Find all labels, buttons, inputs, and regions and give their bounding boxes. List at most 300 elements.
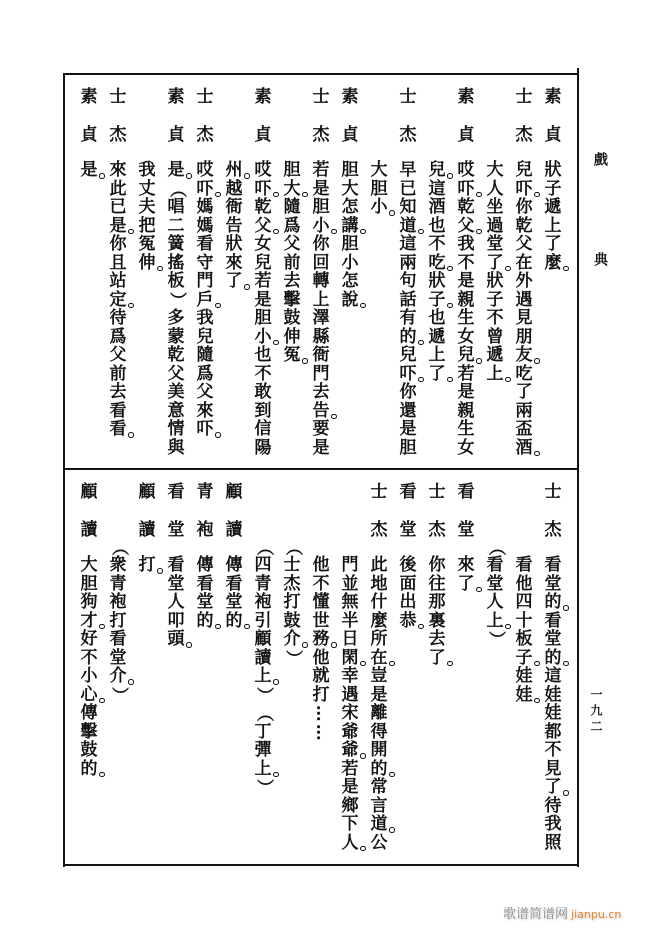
glyph: 是 [399, 419, 417, 439]
dialogue-text [539, 161, 568, 272]
glyph: 胆 [283, 160, 301, 180]
glyph: 了 [423, 649, 452, 668]
glyph: 的 [539, 593, 568, 612]
glyph: 前 [109, 363, 127, 384]
speaker-name [104, 78, 133, 154]
speaker-name [394, 78, 423, 154]
glyph: 子 [510, 649, 539, 668]
glyph: 來 [457, 555, 475, 575]
script-column [336, 470, 365, 864]
glyph: 冤 [138, 234, 156, 254]
glyph: 打 [133, 556, 162, 575]
speaker-name [162, 78, 191, 154]
script-column [162, 75, 191, 469]
glyph: 頭 [162, 630, 191, 649]
glyph: 多 [167, 308, 185, 328]
glyph: 是 [457, 271, 475, 291]
period-mark [157, 266, 163, 272]
glyph: 素 [80, 87, 98, 107]
glyph: 這 [399, 234, 417, 254]
dialogue-text [75, 556, 104, 778]
glyph: 看 [109, 629, 127, 649]
glyph: 陽 [254, 437, 272, 458]
glyph: 在 [365, 649, 394, 668]
glyph: 上 [481, 612, 510, 631]
glyph: 堂 [544, 573, 562, 594]
glyph: 豈 [370, 666, 388, 686]
glyph: 素 [544, 87, 562, 107]
glyph: 素 [254, 87, 272, 107]
glyph: 你 [109, 234, 127, 254]
dialogue-text [394, 161, 423, 457]
glyph: 青 [109, 573, 127, 594]
glyph: 看 [196, 234, 214, 254]
period-mark [244, 284, 250, 290]
glyph: 堂 [486, 573, 504, 594]
dialogue-text [133, 556, 162, 575]
glyph: 前 [283, 252, 301, 273]
glyph: 講 [336, 217, 365, 236]
period-mark [447, 661, 453, 667]
glyph: 外 [515, 271, 533, 291]
glyph: 狗 [80, 592, 98, 612]
script-column [365, 75, 394, 469]
glyph: 曾 [486, 326, 504, 347]
glyph: 打 [283, 592, 301, 612]
period-mark [244, 624, 250, 630]
glyph: 了 [515, 382, 533, 402]
glyph: 胆 [341, 160, 359, 180]
glyph: 杰 [428, 520, 446, 540]
glyph: 告 [307, 402, 336, 421]
speaker-name [423, 473, 452, 549]
glyph: 他 [312, 555, 330, 575]
glyph: 素 [341, 87, 359, 107]
glyph: 待 [544, 795, 562, 816]
stage-direction-column [249, 470, 278, 864]
period-mark [534, 661, 540, 667]
glyph: 貞 [254, 125, 272, 145]
glyph: 杰 [109, 125, 127, 145]
glyph: 乾 [167, 345, 185, 365]
glyph: 他 [312, 647, 330, 668]
glyph: 看 [399, 482, 417, 502]
glyph: 女 [457, 326, 475, 347]
glyph: 與 [167, 437, 185, 458]
frame-bottom-rule [63, 864, 579, 866]
glyph: 爺 [336, 741, 365, 760]
period-mark [128, 679, 134, 685]
period-mark [389, 210, 395, 216]
glyph: 吓 [452, 180, 481, 199]
glyph: 四 [254, 555, 272, 575]
glyph: （ [166, 180, 187, 198]
glyph: 遞 [428, 326, 446, 347]
dialogue-text [75, 161, 104, 180]
glyph: 貞 [167, 125, 185, 145]
glyph: 素 [457, 87, 475, 107]
glyph: 士 [196, 87, 214, 107]
glyph: 兩 [399, 252, 417, 273]
glyph: 堂 [544, 629, 562, 649]
glyph: 丈 [138, 178, 156, 199]
glyph: 看 [225, 573, 243, 594]
glyph: 大 [80, 555, 98, 575]
dialogue-text [191, 556, 220, 630]
period-mark [534, 358, 540, 364]
glyph: 娃 [544, 684, 562, 705]
glyph: 爲 [196, 363, 214, 384]
watermark-site-name: 歌谱简谱网 [503, 907, 569, 922]
glyph: 不 [312, 573, 330, 594]
period-mark [331, 414, 337, 420]
glyph: 乾 [254, 197, 272, 217]
script-column [307, 470, 336, 864]
glyph: ） [253, 686, 274, 704]
glyph: 麼 [539, 254, 568, 273]
watermark-domain-link[interactable]: jianpu.cn [571, 908, 622, 921]
period-mark [447, 303, 453, 309]
glyph: 顧 [80, 482, 98, 502]
period-mark [534, 451, 540, 457]
glyph: 堂 [109, 647, 127, 668]
glyph: 兒 [254, 252, 272, 273]
period-mark [128, 229, 134, 235]
period-mark [534, 192, 540, 198]
glyph: 顧 [225, 482, 243, 502]
glyph: 衙 [312, 345, 330, 365]
dialogue-text [510, 161, 539, 457]
glyph: 女 [254, 234, 272, 254]
glyph: 敢 [254, 382, 272, 402]
dialogue-text [336, 161, 365, 309]
glyph: 看 [104, 420, 133, 439]
glyph: 吃 [423, 254, 452, 273]
script-column [510, 75, 539, 469]
glyph: 爺 [341, 721, 359, 742]
period-mark [128, 432, 134, 438]
glyph: 門 [196, 271, 214, 291]
glyph: 要 [312, 419, 330, 439]
period-mark [273, 772, 279, 778]
glyph: 士 [428, 482, 446, 502]
dialogue-text [104, 161, 133, 439]
glyph: 讀 [225, 520, 243, 540]
script-column [539, 470, 568, 864]
period-mark [215, 192, 221, 198]
glyph: 隨 [196, 345, 214, 365]
glyph: 下 [341, 814, 359, 834]
glyph: 轉 [312, 271, 330, 291]
glyph: 常 [370, 777, 388, 797]
glyph: 貞 [341, 125, 359, 145]
glyph: 好 [80, 629, 98, 649]
glyph: 吓 [249, 180, 278, 199]
glyph: 才 [75, 612, 104, 631]
glyph: 袍 [196, 520, 214, 540]
period-mark [273, 229, 279, 235]
glyph: 父 [167, 363, 185, 384]
glyph: 看 [515, 555, 533, 575]
glyph: 我 [138, 160, 156, 180]
glyph: 在 [515, 252, 533, 273]
glyph: 狀 [544, 160, 562, 180]
glyph: 若 [254, 271, 272, 291]
glyph: 是 [104, 217, 133, 236]
glyph: 傳 [196, 555, 214, 575]
glyph: 若 [312, 160, 330, 180]
glyph: 擊 [283, 289, 301, 310]
glyph: … [311, 704, 332, 722]
speaker-name [510, 78, 539, 154]
glyph: 來 [196, 400, 214, 421]
period-mark [476, 192, 482, 198]
glyph: 你 [515, 197, 533, 217]
glyph: 朋 [515, 326, 533, 347]
glyph: （ [253, 538, 274, 556]
glyph: 這 [428, 178, 446, 199]
period-mark [447, 173, 453, 179]
glyph: 是 [457, 382, 475, 402]
period-mark [534, 698, 540, 704]
glyph: 胆 [370, 178, 388, 199]
stage-direction-text [249, 538, 278, 797]
period-mark [128, 303, 134, 309]
glyph: 信 [254, 419, 272, 439]
glyph: 不 [457, 252, 475, 273]
glyph: 女 [457, 437, 475, 458]
glyph: 杰 [544, 520, 562, 540]
glyph: 人 [336, 834, 365, 853]
glyph: 吓 [510, 180, 539, 199]
speaker-name [336, 78, 365, 154]
glyph: 友 [510, 346, 539, 365]
glyph: 引 [254, 610, 272, 631]
script-column [220, 470, 249, 864]
glyph: 吃 [515, 363, 533, 384]
glyph: 我 [196, 308, 214, 328]
glyph: 哎 [254, 160, 272, 180]
period-mark [360, 846, 366, 852]
glyph: 這 [544, 666, 562, 686]
glyph: … [311, 723, 332, 741]
glyph: 都 [544, 721, 562, 742]
period-mark [389, 772, 395, 778]
glyph: 媽 [196, 197, 214, 217]
dialogue-text [452, 161, 481, 457]
glyph: （ [282, 538, 303, 556]
glyph: 的 [394, 328, 423, 347]
glyph: 是 [312, 437, 330, 458]
glyph: 酒 [428, 197, 446, 217]
glyph: 杰 [312, 125, 330, 145]
glyph: 是 [341, 777, 359, 797]
glyph: ） [166, 291, 187, 309]
script-column [365, 470, 394, 864]
script-column [394, 75, 423, 469]
glyph: 爲 [109, 326, 127, 347]
period-mark [563, 605, 569, 611]
stage-direction-text [104, 538, 133, 705]
period-mark [447, 266, 453, 272]
glyph: 來 [225, 252, 243, 273]
glyph: 士 [544, 482, 562, 502]
watermark [503, 903, 621, 922]
glyph: 說 [336, 291, 365, 310]
glyph: 鄉 [341, 795, 359, 816]
glyph: 顧 [138, 482, 156, 502]
script-column [133, 75, 162, 469]
glyph: 小 [307, 217, 336, 236]
glyph: 到 [254, 400, 272, 421]
glyph: 那 [428, 592, 446, 612]
period-mark [505, 624, 511, 630]
script-column [278, 75, 307, 469]
glyph: 你 [428, 555, 446, 575]
period-mark [331, 229, 337, 235]
dialogue-text [539, 556, 568, 852]
script-column [191, 75, 220, 469]
glyph: 遇 [341, 684, 359, 705]
glyph: 哎 [457, 160, 475, 180]
dialogue-text [452, 556, 481, 593]
glyph: 半 [341, 610, 359, 631]
stage-direction-column [104, 470, 133, 864]
glyph: 不 [544, 740, 562, 760]
glyph: 二 [167, 215, 185, 236]
period-mark [360, 229, 366, 235]
glyph: 上 [428, 345, 446, 365]
glyph: 父 [196, 382, 214, 402]
dialogue-text [249, 161, 278, 457]
glyph: 媽 [196, 215, 214, 236]
glyph: 兒 [515, 160, 533, 180]
period-mark [99, 698, 105, 704]
glyph: 讀 [138, 520, 156, 540]
glyph: 戶 [191, 291, 220, 310]
script-column [75, 470, 104, 864]
glyph: 子 [486, 289, 504, 310]
glyph: 門 [341, 555, 359, 575]
glyph: 看 [196, 573, 214, 594]
glyph: 父 [249, 217, 278, 236]
glyph: 也 [428, 308, 446, 328]
glyph: 麼 [370, 610, 388, 631]
glyph: 貞 [80, 125, 98, 145]
glyph: 不 [486, 308, 504, 328]
glyph: 生 [457, 308, 475, 328]
period-mark [360, 303, 366, 309]
glyph: 士 [399, 87, 417, 107]
glyph: 後 [399, 555, 417, 575]
glyph: 堂 [196, 592, 214, 612]
glyph: 去 [109, 382, 127, 402]
period-mark [99, 173, 105, 179]
glyph: 我 [457, 234, 475, 254]
period-mark [476, 587, 482, 593]
glyph: 你 [399, 382, 417, 402]
period-mark [360, 753, 366, 759]
glyph: 去 [312, 382, 330, 402]
glyph: 蒙 [167, 326, 185, 347]
script-column [423, 470, 452, 864]
speaker-name [220, 473, 249, 549]
glyph: 上 [312, 289, 330, 310]
glyph: （ [253, 704, 274, 722]
glyph: 衆 [109, 555, 127, 575]
glyph: 過 [486, 215, 504, 236]
glyph: 兒 [399, 345, 417, 365]
period-mark [389, 661, 395, 667]
speaker-name [539, 473, 568, 549]
period-mark [186, 173, 192, 179]
dialogue-text [336, 556, 365, 852]
period-mark [389, 827, 395, 833]
period-mark [331, 642, 337, 648]
glyph: 吓 [394, 365, 423, 384]
glyph: 有 [399, 308, 417, 328]
glyph: 閑 [336, 649, 365, 668]
glyph: 美 [167, 382, 185, 402]
stage-direction-text [481, 538, 510, 649]
glyph: 的 [539, 649, 568, 668]
glyph: 地 [370, 573, 388, 594]
glyph: 娃 [515, 666, 533, 686]
glyph: 十 [515, 610, 533, 631]
glyph: 貞 [544, 125, 562, 145]
script-column [394, 470, 423, 864]
glyph: 子 [423, 291, 452, 310]
stage-direction-column [481, 470, 510, 864]
glyph: 大 [278, 180, 307, 199]
glyph: 父 [283, 234, 301, 254]
speaker-name [191, 473, 220, 549]
script-column [220, 75, 249, 469]
glyph: 看 [544, 610, 562, 631]
speaker-name [249, 78, 278, 154]
speaker-name [75, 473, 104, 549]
glyph: ） [253, 778, 274, 796]
dialogue-text [278, 161, 307, 365]
glyph: 去 [283, 271, 301, 291]
glyph: 了 [481, 254, 510, 273]
glyph: 裏 [428, 610, 446, 631]
glyph: 夫 [138, 197, 156, 217]
page-number: 一九二 [589, 688, 603, 736]
glyph: 看 [486, 555, 504, 575]
glyph: 父 [109, 345, 127, 365]
glyph: 堂 [167, 520, 185, 540]
glyph: 是 [162, 161, 191, 180]
glyph: 打 [312, 684, 330, 705]
glyph: 見 [515, 308, 533, 328]
glyph: 句 [399, 271, 417, 291]
glyph: 吓 [191, 420, 220, 439]
glyph: 是 [370, 684, 388, 705]
glyph: 看 [109, 400, 127, 421]
glyph: 越 [225, 178, 243, 199]
glyph: 青 [196, 482, 214, 502]
glyph: 大 [341, 178, 359, 199]
glyph: 日 [341, 629, 359, 649]
period-mark [215, 432, 221, 438]
glyph: 守 [196, 252, 214, 273]
period-mark [476, 229, 482, 235]
glyph: 幸 [341, 666, 359, 686]
glyph: 杰 [370, 520, 388, 540]
glyph: 知 [399, 197, 417, 217]
glyph: 是 [75, 161, 104, 180]
